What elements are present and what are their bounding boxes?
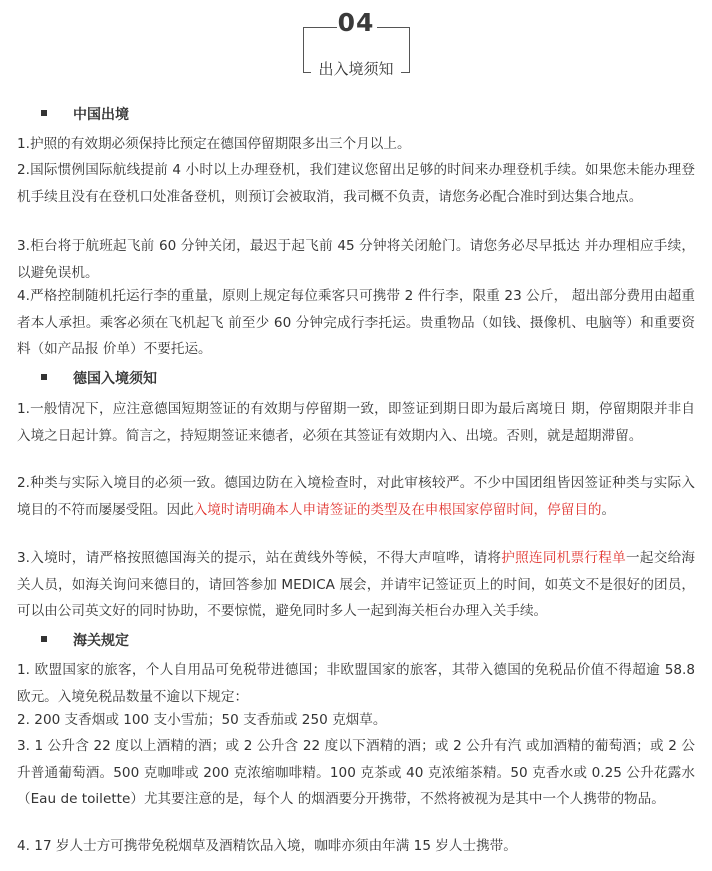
highlight-text: 护照连同机票行程单 <box>501 550 626 566</box>
paragraph: 2.国际惯例国际航线提前 4 小时以上办理登机，我们建议您留出足够的时间来办理登机手续。如果您未能办理登机手续且没有在登机口处准备登机，则预订会被取消，我司概不负责，请您务必配合准时到达集合地点。 <box>17 162 695 205</box>
highlight-text: 入境时请明确本人申请签证的类型及在申根国家停留时间，停留目的 <box>193 501 602 518</box>
frame-top-right-line <box>377 27 410 28</box>
paragraph: 3.柜台将于航班起飞前 60 分钟关闭，最迟于起飞前 45 分钟将关闭舱门。请您务必尽早抵达 并办理相应手续，以避免误机。 <box>17 238 695 281</box>
frame-top-left-line <box>303 27 337 28</box>
paragraph: 2. 200 支香烟或 100 支小雪茄；50 支香茄或 250 克烟草。 <box>17 712 387 728</box>
paragraph: 1.一般情况下，应注意德国短期签证的有效期与停留期一致，即签证到期日即为最后离境日 期，停留期限并非自入境之日起计算。简言之，持短期签证来德者，必须在其签证有效期内入、出境。否则，就是超期滞留。 <box>17 401 695 444</box>
paragraph: 3. 1 公升含 22 度以上酒精的酒；或 2 公升含 22 度以下酒精的酒；或 2 公升有汽 或加酒精的葡萄酒；或 2 公升普通葡萄酒。500 克咖啡或 200 克浓缩咖啡精。100 克茶或 40 克浓缩茶精。50 克香水或 0.25 公升花露水（Eau de toilette）尤其要注意的是，每个人 的烟酒要分开携带，不然将被视为是其中一个人携带的物品。 <box>17 738 695 807</box>
paragraph: 4. 17 岁人士方可携带免税烟草及酒精饮品入境，咖啡亦须由年满 15 岁人士携带。 <box>17 838 517 854</box>
section-number: 04 <box>337 8 375 37</box>
page-header <box>0 0 712 90</box>
paragraph: 2.种类与实际入境目的必须一致。德国边防在入境检查时，对此审核较严。不少中国团组皆因签证种类与实际入境目的不符而屡屡受阻。因此入境时请明确本人申请签证的类型及在申根国家停留时间，停留目的。 <box>17 475 695 518</box>
square-bullet-icon <box>41 636 47 642</box>
paragraph: 1.护照的有效期必须保持比预定在德国停留期限多出三个月以上。 <box>17 136 411 152</box>
section-title: 出入境须知 <box>318 60 394 78</box>
square-bullet-icon <box>41 374 47 380</box>
square-bullet-icon <box>41 110 47 116</box>
section-heading-customs: 海关规定 <box>41 630 129 650</box>
paragraph: 1. 欧盟国家的旅客，个人自用品可免税带进德国；非欧盟国家的旅客，其带入德国的免税品价值不得超逾 58.8 欧元。入境免税品数量不逾以下规定： <box>17 662 695 705</box>
paragraph: 3.入境时，请严格按照德国海关的提示，站在黄线外等候，不得大声喧哗，请将护照连同机票行程单一起交给海关人员，如海关询问来德目的，请回答参加 MEDICA 展会，并请牢记签证页上的时间，如英文不是很好的团员，可以由公司英文好的同时协助，不要惊慌，避免同时多人一起到海关柜台办理入关手续。 <box>17 550 696 619</box>
section-heading-germany-entry: 德国入境须知 <box>41 368 157 388</box>
section-heading-china-exit: 中国出境 <box>41 104 129 124</box>
paragraph: 4.严格控制随机托运行李的重量，原则上规定每位乘客只可携带 2 件行李，限重 23 公斤， 超出部分费用由超重者本人承担。乘客必须在飞机起飞 前至少 60 分钟完成行李托运。贵重物品（如钱、摄像机、电脑等）和重要资料（如产品报 价单）不要托运。 <box>17 288 695 357</box>
